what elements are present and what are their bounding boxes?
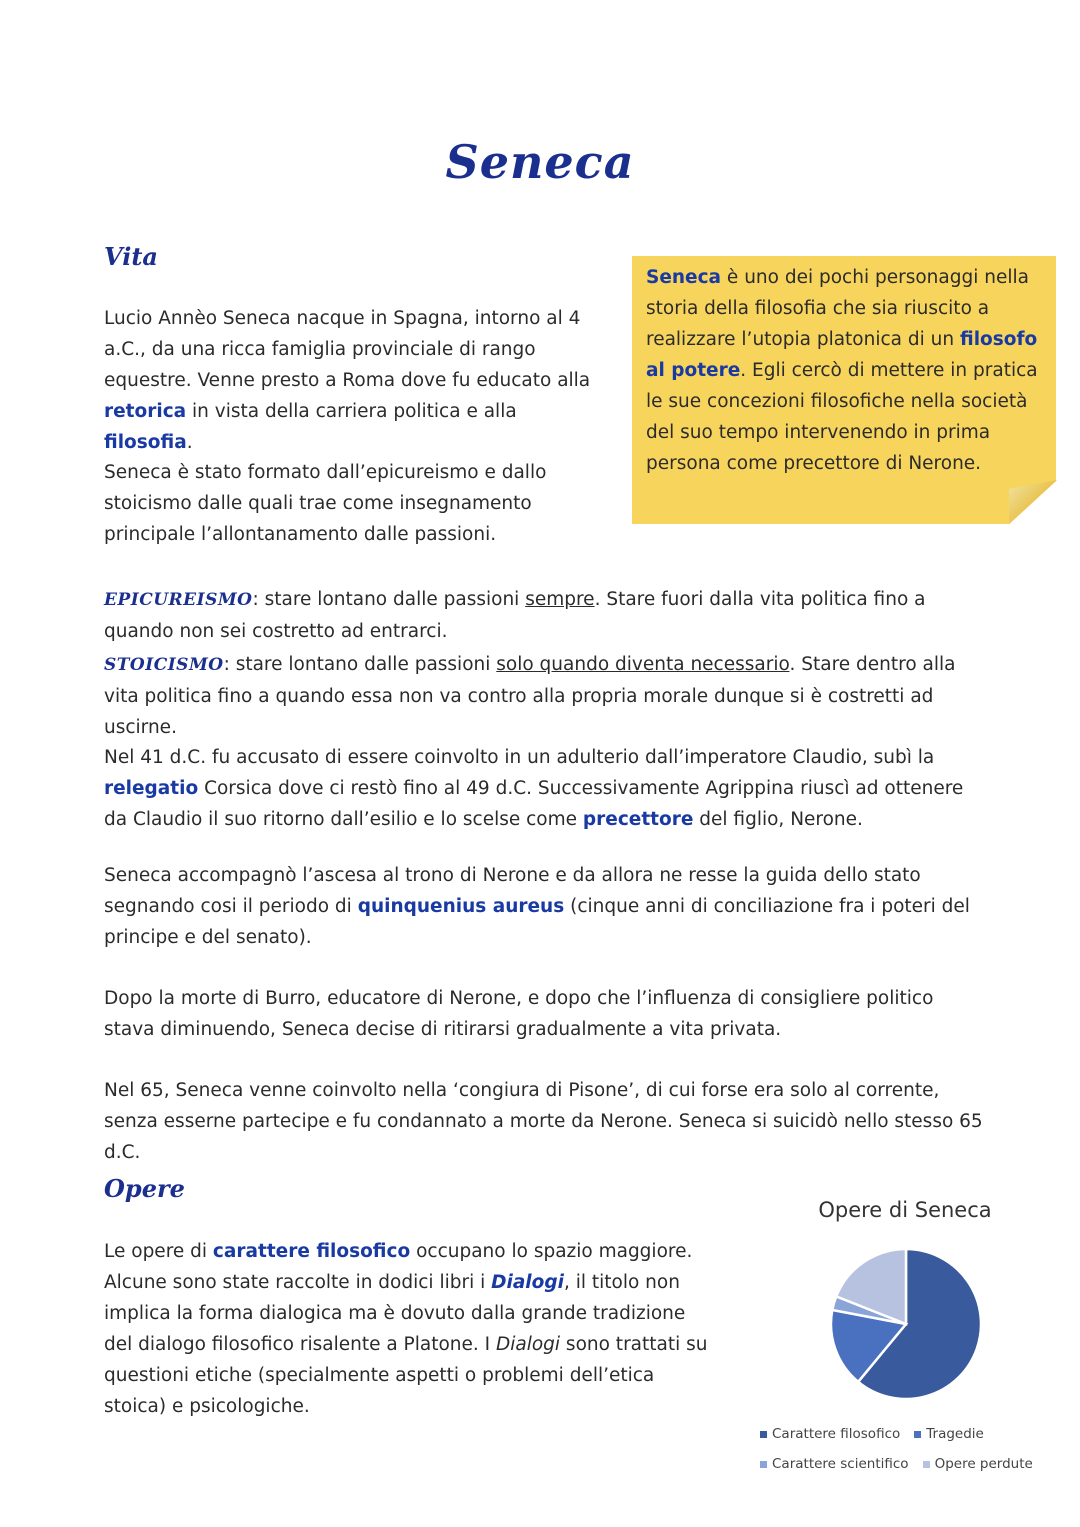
stoicismo-definition: STOICISMO: stare lontano dalle passioni solo quando diventa necessario. Stare dentro alla vita politica fino a quando essa non va contro alla propria morale dunque si è costretti ad uscirne. — [104, 654, 956, 738]
legend-item: Tragedie — [914, 1426, 984, 1442]
keyword-carattere-filosofico: carattere filosofico — [212, 1241, 411, 1262]
paragraph-41-dc: Nel 41 d.C. fu accusato di essere coinvolto in un adulterio dall’imperatore Claudio, subì la relegatio Corsica dove ci restò fino al 49 d.C. Successivamente Agrippina riuscì ad ottenere da Claudio il suo ritorno dall’esilio e lo scelse come precettore del figlio, Nerone. — [104, 747, 964, 830]
paragraph-burro: Dopo la morte di Burro, educatore di Nerone, e dopo che l’influenza di consigliere politico stava diminuendo, Seneca decise di ritirarsi gradualmente a vita privata. — [104, 988, 934, 1040]
legend-item: Carattere scientifico — [760, 1456, 909, 1472]
legend-swatch — [914, 1431, 921, 1438]
page-title: Seneca — [445, 135, 635, 189]
legend-swatch — [760, 1431, 767, 1438]
keyword-dialogi: Dialogi — [491, 1272, 564, 1293]
term-epicureismo: EPICUREISMO — [104, 590, 253, 610]
pie-chart — [826, 1244, 986, 1404]
epicureismo-definition: EPICUREISMO: stare lontano dalle passioni sempre. Stare fuori dalla vita politica fino a quando non sei costretto ad entrarci. — [104, 589, 926, 642]
legend-swatch — [760, 1461, 767, 1468]
opere-paragraph: Le opere di carattere filosofico occupano lo spazio maggiore. Alcune sono state raccolte in dodici libri i Dialogi, il titolo non implica la forma dialogica ma è dovuto dalla grande tradizione del dialogo filosofico risalente a Platone. I Dialogi sono trattati su questioni etiche (specialmente aspetti o problemi dell’etica stoica) e psicologiche. — [104, 1241, 708, 1417]
chart-legend-row-1 — [760, 1426, 984, 1442]
paragraph-65-dc: Nel 65, Seneca venne coinvolto nella ‘congiura di Pisone’, di cui forse era solo al corrente, senza esserne partecipe e fu condannato a morte da Nerone. Seneca si suicidò nello stesso 65 d.C. — [104, 1080, 983, 1163]
section-heading-opere: Opere — [104, 1174, 185, 1203]
sticky-note-text: Seneca è uno dei pochi personaggi nella storia della filosofia che sia riuscito a realizzare l’utopia platonica di un filosofo al potere. Egli cercò di mettere in pratica le sue concezioni filosofiche nella società del suo tempo intervenendo in prima persona come precettore di Nerone. — [646, 267, 1038, 474]
keyword-retorica: retorica — [104, 401, 187, 422]
chart-title: Opere di Seneca — [818, 1198, 992, 1222]
legend-item: Carattere filosofico — [760, 1426, 900, 1442]
keyword-quinquenius-aureus: quinquenius aureus — [357, 896, 565, 917]
keyword-relegatio: relegatio — [104, 778, 199, 799]
paragraph-nerone: Seneca accompagnò l’ascesa al trono di Nerone e da allora ne resse la guida dello stato segnando cosi il periodo di quinquenius aureus (cinque anni di conciliazione fra i poteri del principe e del senato). — [104, 865, 970, 948]
term-stoicismo: STOICISMO — [104, 655, 224, 675]
vita-paragraph-2: Seneca è stato formato dall’epicureismo e dallo stoicismo dalle quali trae come insegnamento principale l’allontanamento dalle passioni. — [104, 462, 547, 545]
section-heading-vita: Vita — [104, 242, 158, 271]
keyword-precettore: precettore — [582, 809, 694, 830]
chart-legend-row-2 — [760, 1456, 1033, 1472]
keyword-filosofia: filosofia — [104, 432, 187, 453]
legend-swatch — [923, 1461, 930, 1468]
legend-item: Opere perdute — [923, 1456, 1033, 1472]
vita-paragraph-1: Lucio Annèo Seneca nacque in Spagna, intorno al 4 a.C., da una ricca famiglia provinciale di rango equestre. Venne presto a Roma dove fu educato alla retorica in vista della carriera politica e alla filosofia. — [104, 308, 591, 453]
